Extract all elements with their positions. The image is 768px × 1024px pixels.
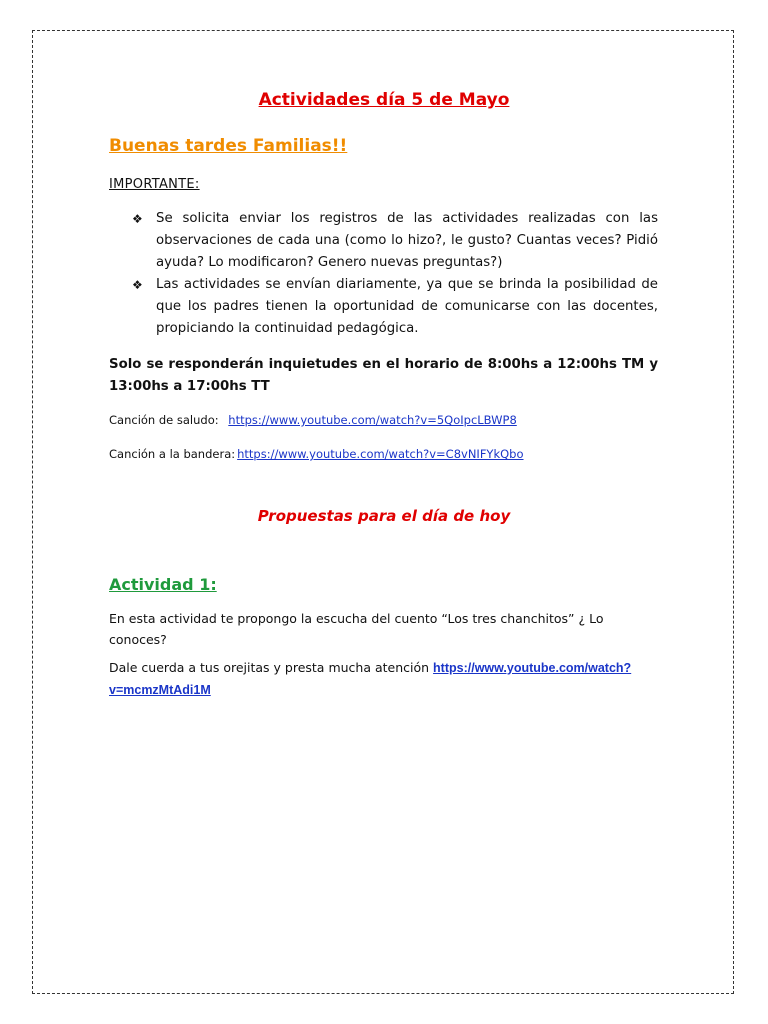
list-item bbox=[130, 208, 658, 274]
important-label: IMPORTANTE: bbox=[109, 177, 200, 192]
diamond-bullet-icon: ❖ bbox=[132, 212, 143, 226]
list-item bbox=[130, 274, 658, 340]
song-flag-link[interactable]: https://www.youtube.com/watch?v=C8vNIFYkQbo bbox=[237, 447, 524, 461]
activity-1-instruction-text: Dale cuerda a tus orejitas y presta mucha atención bbox=[109, 660, 430, 675]
activity-1-title: Actividad 1: bbox=[109, 575, 217, 594]
important-list bbox=[130, 208, 658, 340]
activity-1-instruction bbox=[109, 657, 659, 701]
page-title: Actividades día 5 de Mayo bbox=[258, 90, 510, 110]
greeting: Buenas tardes Familias!! bbox=[109, 136, 348, 156]
schedule-notice: Solo se responderán inquietudes en el horario de 8:00hs a 12:00hs TM y 13:00hs a 17:00hs TT bbox=[109, 357, 658, 394]
song-greeting-link[interactable]: https://www.youtube.com/watch?v=5QoIpcLBWP8 bbox=[228, 413, 517, 427]
activity-1-video-link[interactable]: https://www.youtube.com/watch?v=mcmzMtAdi1M bbox=[109, 661, 632, 697]
diamond-bullet-icon: ❖ bbox=[132, 278, 143, 292]
song-label: Canción de saludo: bbox=[109, 413, 219, 427]
song-label: Canción a la bandera: bbox=[109, 447, 236, 461]
activity-1-text: En esta actividad te propongo la escucha del cuento “Los tres chanchitos” ¿ Lo conoces? bbox=[109, 611, 604, 647]
song-greeting bbox=[109, 413, 517, 427]
list-item-text: Las actividades se envían diariamente, ya que se brinda la posibilidad de que los padres tienen la oportunidad de comunicarse con las docentes, propiciando la continuidad pedagógica. bbox=[156, 277, 658, 336]
song-flag bbox=[109, 447, 524, 461]
proposals-title: Propuestas para el día de hoy bbox=[257, 507, 511, 525]
list-item-text: Se solicita enviar los registros de las actividades realizadas con las observaciones de cada una (como lo hizo?, le gusto? Cuantas veces? Pidió ayuda? Lo modificaron? Genero nuevas preguntas?) bbox=[156, 211, 658, 270]
